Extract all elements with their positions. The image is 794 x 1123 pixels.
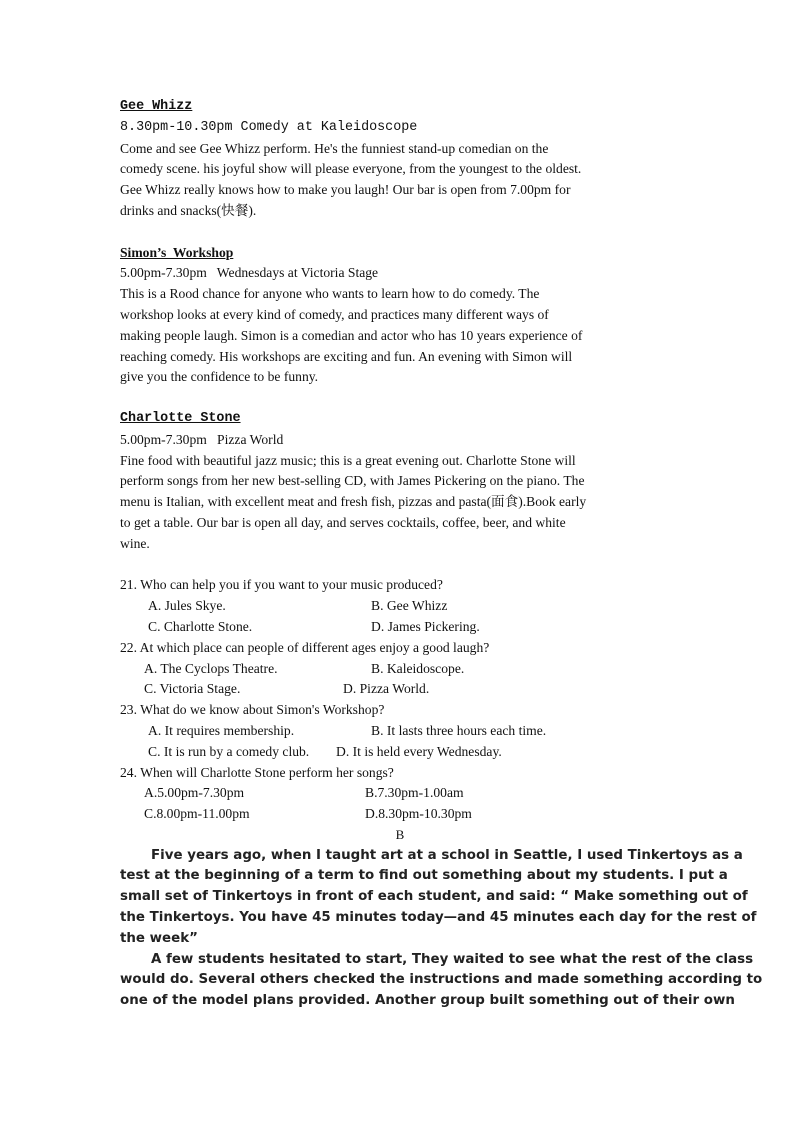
document-page: [120, 97, 763, 1012]
body-line: wine.: [120, 535, 150, 551]
body-line: comedy scene. his joyful show will please everyone, from the youngest to the oldest.: [120, 161, 582, 177]
body-line: Fine food with beautiful jazz music; this is a great evening out. Charlotte Stone will: [120, 452, 576, 468]
body-line: reaching comedy. His workshops are exciting and fun. An evening with Simon will: [120, 348, 573, 364]
body-line: give you the confidence to be funny.: [120, 369, 319, 385]
spacer: [120, 388, 680, 409]
section-time: 5.00pm-7.30pm Pizza World: [120, 431, 284, 447]
section-time: 5.00pm-7.30pm Wednesdays at Victoria Stage: [120, 265, 379, 281]
section-title: Charlotte Stone: [120, 410, 241, 426]
body-line: workshop looks at every kind of comedy, and practices many different ways of: [120, 306, 549, 322]
option-b: B.7.30pm-1.00am: [365, 785, 464, 801]
option-c: C.8.00pm-11.00pm: [144, 806, 250, 822]
passage-label: B: [395, 826, 405, 842]
option-a: A. It requires membership.: [148, 722, 295, 738]
question-text: 23. What do we know about Simon's Workshop?: [120, 702, 385, 718]
option-c: C. It is run by a comedy club.: [148, 743, 310, 759]
passage-b: [120, 846, 763, 1012]
option-d: D. James Pickering.: [371, 618, 480, 634]
section-time: 8.30pm-10.30pm Comedy at Kaleidoscope: [120, 119, 418, 135]
section-simons-workshop: [120, 243, 680, 389]
body-line: to get a table. Our bar is open all day, and serves cocktails, coffee, beer, and white: [120, 514, 566, 530]
option-b: B. It lasts three hours each time.: [371, 722, 547, 738]
body-line: This is a Rood chance for anyone who wants to learn how to do comedy. The: [120, 286, 540, 302]
option-c: C. Charlotte Stone.: [148, 618, 253, 634]
question-text: 24. When will Charlotte Stone perform her songs?: [120, 764, 394, 780]
option-a: A. Jules Skye.: [148, 598, 226, 614]
passage-line: Five years ago, when I taught art at a school in Seattle, I used Tinkertoys as a: [151, 847, 743, 863]
question-text: 22. At which place can people of different ages enjoy a good laugh?: [120, 639, 490, 655]
section-title: Gee Whizz: [120, 99, 193, 114]
option-d: D. Pizza World.: [343, 681, 430, 697]
body-line: making people laugh. Simon is a comedian and actor who has 10 years experience of: [120, 327, 583, 343]
passage-line: small set of Tinkertoys in front of each student, and said: “ Make something out of: [120, 889, 748, 905]
spacer: [120, 222, 680, 243]
option-a: A. The Cyclops Theatre.: [144, 660, 278, 676]
option-b: B. Gee Whizz: [371, 598, 448, 614]
body-line: menu is Italian, with excellent meat and fresh fish, pizzas and pasta(面食).Book early: [120, 494, 587, 510]
section-gee-whizz: [120, 97, 680, 222]
option-row: [120, 617, 680, 638]
questions-block: [120, 575, 680, 825]
option-row: [120, 679, 680, 700]
passage-line: the Tinkertoys. You have 45 minutes today—and 45 minutes each day for the rest of: [120, 910, 757, 926]
option-d: D.8.30pm-10.30pm: [365, 806, 472, 822]
option-row: [120, 804, 680, 825]
body-line: Come and see Gee Whizz perform. He's the funniest stand-up comedian on the: [120, 140, 549, 156]
option-row: [120, 783, 680, 804]
passage-line: would do. Several others checked the instructions and made something according to: [120, 972, 763, 988]
body-line: drinks and snacks(快餐).: [120, 202, 257, 218]
section-charlotte-stone: [120, 409, 680, 555]
spacer: [120, 555, 680, 576]
option-row: [120, 742, 680, 763]
option-b: B. Kaleidoscope.: [371, 660, 465, 676]
option-c: C. Victoria Stage.: [144, 681, 241, 697]
passage-line: one of the model plans provided. Another group built something out of their own: [120, 993, 735, 1009]
option-d: D. It is held every Wednesday.: [336, 743, 502, 759]
passage-line: test at the beginning of a term to find out something about my students. I put a: [120, 868, 728, 884]
body-line: perform songs from her new best-selling CD, with James Pickering on the piano. The: [120, 473, 585, 489]
option-row: [120, 596, 680, 617]
option-a: A.5.00pm-7.30pm: [144, 785, 245, 801]
passage-line: A few students hesitated to start, They waited to see what the rest of the class: [151, 951, 754, 967]
section-title: Simon’s Workshop: [120, 244, 234, 260]
body-line: Gee Whizz really knows how to make you laugh! Our bar is open from 7.00pm for: [120, 182, 571, 198]
option-row: [120, 659, 680, 680]
question-text: 21. Who can help you if you want to your music produced?: [120, 577, 443, 593]
passage-line: the week”: [120, 930, 198, 946]
option-row: [120, 721, 680, 742]
